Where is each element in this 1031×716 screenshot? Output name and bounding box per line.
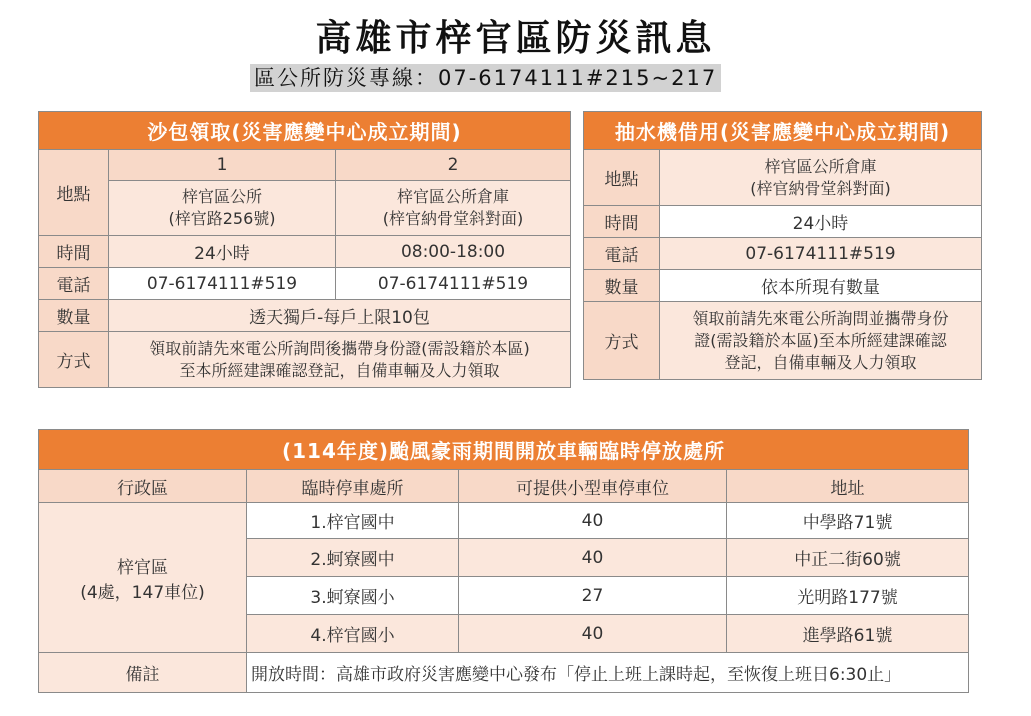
sandbag-location-2 [336, 181, 571, 236]
parking-place: 4.梓官國小 [247, 615, 459, 653]
parking-header-address: 地址 [727, 470, 969, 503]
sandbag-title: 沙包領取(災害應變中心成立期間) [39, 112, 571, 150]
sandbag-loc2-name: 梓官區公所倉庫 [396, 187, 509, 206]
parking-district-name: 梓官區 [117, 557, 168, 578]
pump-location-label: 地點 [584, 150, 660, 206]
sandbag-qty: 透天獨戶-每戶上限10包 [109, 300, 571, 332]
pump-method [660, 302, 982, 380]
pump-method-label: 方式 [584, 302, 660, 380]
sandbag-time-2: 08:00-18:00 [336, 236, 571, 268]
parking-address: 進學路61號 [727, 615, 969, 653]
sandbag-method-line-1: 領取前請先來電公所詢問後攜帶身份證(需設籍於本區) [149, 338, 530, 358]
sandbag-loc1-address: (梓官路256號) [168, 209, 276, 228]
sandbag-method [109, 332, 571, 388]
sandbag-col-2: 2 [336, 150, 571, 181]
parking-address: 中學路71號 [727, 503, 969, 539]
pump-loc-name: 梓官區公所倉庫 [764, 156, 877, 176]
sandbag-col-1: 1 [109, 150, 336, 181]
parking-header-place: 臨時停車處所 [247, 470, 459, 503]
sandbag-loc2-address: (梓官納骨堂斜對面) [382, 209, 524, 228]
pump-loc-address: (梓官納骨堂斜對面) [750, 178, 891, 198]
pump-phone-label: 電話 [584, 238, 660, 270]
parking-header-spots: 可提供小型車停車位 [459, 470, 727, 503]
parking-note: 開放時間：高雄市政府災害應變中心發布「停止上班上課時起，至恢復上班日6:30止」 [247, 653, 969, 693]
sandbag-table [38, 111, 571, 388]
sandbag-qty-label: 數量 [39, 300, 109, 332]
sandbag-time-label: 時間 [39, 236, 109, 268]
pump-method-line-2: 證(需設籍於本區)至本所經建課確認 [694, 330, 947, 350]
pump-time: 24小時 [660, 206, 982, 238]
parking-district-summary: (4處，147車位) [80, 582, 205, 603]
parking-place: 2.蚵寮國中 [247, 539, 459, 577]
parking-place: 1.梓官國中 [247, 503, 459, 539]
pump-time-label: 時間 [584, 206, 660, 238]
pump-method-line-3: 登記，自備車輛及人力領取 [724, 352, 917, 372]
parking-address: 光明路177號 [727, 577, 969, 615]
sandbag-phone-1: 07-6174111#519 [109, 268, 336, 300]
sandbag-location-1 [109, 181, 336, 236]
pump-qty-label: 數量 [584, 270, 660, 302]
sandbag-method-line-2: 至本所經建課確認登記，自備車輛及人力領取 [179, 360, 500, 380]
parking-spots: 40 [459, 503, 727, 539]
parking-header-district: 行政區 [39, 470, 247, 503]
sandbag-location-label: 地點 [39, 150, 109, 236]
parking-place: 3.蚵寮國小 [247, 577, 459, 615]
parking-address: 中正二街60號 [727, 539, 969, 577]
sandbag-time-1: 24小時 [109, 236, 336, 268]
pump-table [583, 111, 982, 380]
parking-spots: 40 [459, 615, 727, 653]
parking-note-label: 備註 [39, 653, 247, 693]
parking-district [39, 503, 247, 653]
sandbag-loc1-name: 梓官區公所 [181, 187, 262, 206]
parking-spots: 27 [459, 577, 727, 615]
pump-method-line-1: 領取前請先來電公所詢問並攜帶身份 [692, 308, 949, 328]
parking-table [38, 429, 969, 693]
hotline-banner: 區公所防災專線：07-6174111#215~217 [250, 64, 721, 92]
sandbag-phone-2: 07-6174111#519 [336, 268, 571, 300]
parking-spots: 40 [459, 539, 727, 577]
sandbag-phone-label: 電話 [39, 268, 109, 300]
pump-location [660, 150, 982, 206]
sandbag-method-label: 方式 [39, 332, 109, 388]
pump-qty: 依本所現有數量 [660, 270, 982, 302]
page-title: 高雄市梓官區防災訊息 [315, 18, 716, 59]
pump-phone: 07-6174111#519 [660, 238, 982, 270]
parking-title: (114年度)颱風豪雨期間開放車輛臨時停放處所 [39, 430, 969, 470]
pump-title: 抽水機借用(災害應變中心成立期間) [584, 112, 982, 150]
